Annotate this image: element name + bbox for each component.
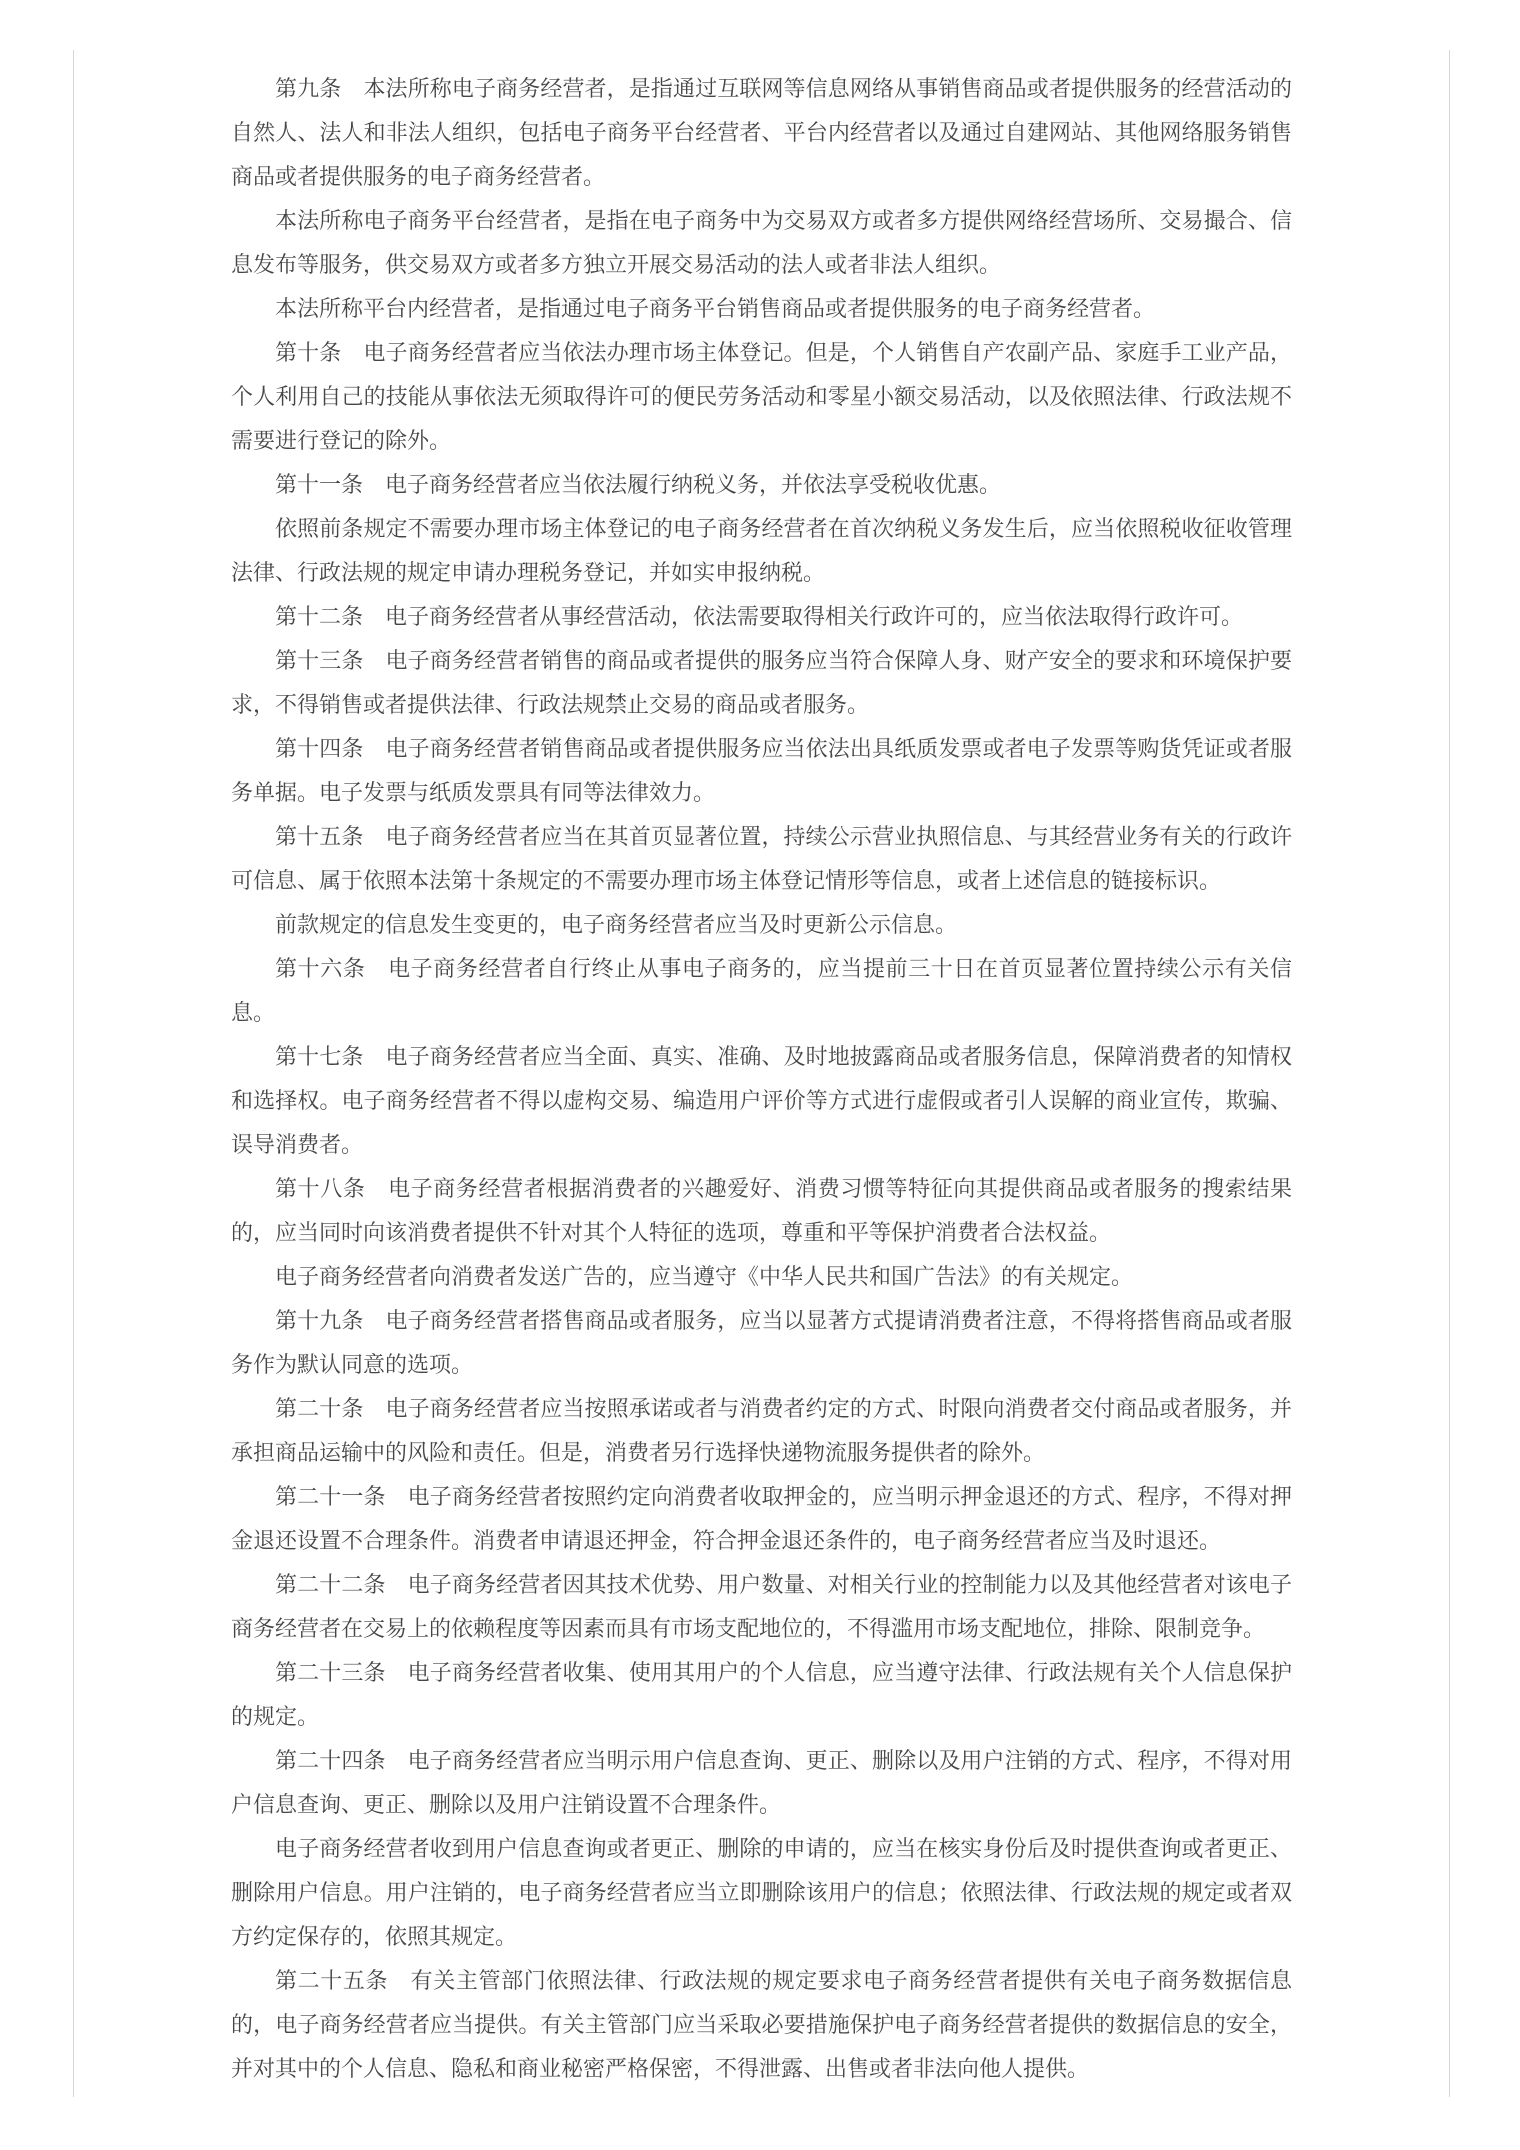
document-content	[74, 50, 1449, 2091]
document-page	[73, 50, 1450, 2097]
paragraph-article-19: 第十九条 电子商务经营者搭售商品或者服务，应当以显著方式提请消费者注意，不得将搭售商品或者服务作为默认同意的选项。	[231, 1308, 1292, 1377]
paragraph-article-25: 第二十五条 有关主管部门依照法律、行政法规的规定要求电子商务经营者提供有关电子商务数据信息的，电子商务经营者应当提供。有关主管部门应当采取必要措施保护电子商务经营者提供的数据信息的安全，并对其中的个人信息、隐私和商业秘密严格保密，不得泄露、出售或者非法向他人提供。	[231, 1968, 1292, 2081]
paragraph-article-17: 第十七条 电子商务经营者应当全面、真实、准确、及时地披露商品或者服务信息，保障消费者的知情权和选择权。电子商务经营者不得以虚构交易、编造用户评价等方式进行虚假或者引人误解的商业宣传，欺骗、误导消费者。	[231, 1044, 1292, 1157]
paragraph-article-20: 第二十条 电子商务经营者应当按照承诺或者与消费者约定的方式、时限向消费者交付商品或者服务，并承担商品运输中的风险和责任。但是，消费者另行选择快递物流服务提供者的除外。	[231, 1396, 1292, 1465]
paragraph-article-9-platform-definition: 本法所称电子商务平台经营者，是指在电子商务中为交易双方或者多方提供网络经营场所、交易撮合、信息发布等服务，供交易双方或者多方独立开展交易活动的法人或者非法人组织。	[231, 208, 1292, 277]
paragraph-article-15-clause-2: 前款规定的信息发生变更的，电子商务经营者应当及时更新公示信息。	[275, 912, 958, 937]
paragraph-article-9-inplatform-definition: 本法所称平台内经营者，是指通过电子商务平台销售商品或者提供服务的电子商务经营者。	[275, 296, 1156, 321]
paragraph-article-12: 第十二条 电子商务经营者从事经营活动，依法需要取得相关行政许可的，应当依法取得行政许可。	[275, 604, 1244, 629]
paragraph-article-24-clause-2: 电子商务经营者收到用户信息查询或者更正、删除的申请的，应当在核实身份后及时提供查询或者更正、删除用户信息。用户注销的，电子商务经营者应当立即删除该用户的信息；依照法律、行政法规的规定或者双方约定保存的，依照其规定。	[231, 1836, 1292, 1949]
paragraph-article-21: 第二十一条 电子商务经营者按照约定向消费者收取押金的，应当明示押金退还的方式、程序，不得对押金退还设置不合理条件。消费者申请退还押金，符合押金退还条件的，电子商务经营者应当及时退还。	[231, 1484, 1292, 1553]
paragraph-article-16: 第十六条 电子商务经营者自行终止从事电子商务的，应当提前三十日在首页显著位置持续公示有关信息。	[231, 956, 1292, 1025]
paragraph-article-22: 第二十二条 电子商务经营者因其技术优势、用户数量、对相关行业的控制能力以及其他经营者对该电子商务经营者在交易上的依赖程度等因素而具有市场支配地位的，不得滥用市场支配地位，排除、限制竞争。	[231, 1572, 1292, 1641]
paragraph-article-11: 第十一条 电子商务经营者应当依法履行纳税义务，并依法享受税收优惠。	[275, 472, 1002, 497]
paragraph-article-18: 第十八条 电子商务经营者根据消费者的兴趣爱好、消费习惯等特征向其提供商品或者服务的搜索结果的，应当同时向该消费者提供不针对其个人特征的选项，尊重和平等保护消费者合法权益。	[231, 1176, 1292, 1245]
paragraph-article-14: 第十四条 电子商务经营者销售商品或者提供服务应当依法出具纸质发票或者电子发票等购货凭证或者服务单据。电子发票与纸质发票具有同等法律效力。	[231, 736, 1292, 805]
paragraph-article-10: 第十条 电子商务经营者应当依法办理市场主体登记。但是，个人销售自产农副产品、家庭手工业产品，个人利用自己的技能从事依法无须取得许可的便民劳务活动和零星小额交易活动，以及依照法律、行政法规不需要进行登记的除外。	[231, 340, 1292, 453]
paragraph-article-9: 第九条 本法所称电子商务经营者，是指通过互联网等信息网络从事销售商品或者提供服务的经营活动的自然人、法人和非法人组织，包括电子商务平台经营者、平台内经营者以及通过自建网站、其他网络服务销售商品或者提供服务的电子商务经营者。	[231, 76, 1292, 189]
paragraph-article-13: 第十三条 电子商务经营者销售的商品或者提供的服务应当符合保障人身、财产安全的要求和环境保护要求，不得销售或者提供法律、行政法规禁止交易的商品或者服务。	[231, 648, 1292, 717]
paragraph-article-23: 第二十三条 电子商务经营者收集、使用其用户的个人信息，应当遵守法律、行政法规有关个人信息保护的规定。	[231, 1660, 1292, 1729]
paragraph-article-18-clause-2: 电子商务经营者向消费者发送广告的，应当遵守《中华人民共和国广告法》的有关规定。	[275, 1264, 1134, 1289]
paragraph-article-11-clause-2: 依照前条规定不需要办理市场主体登记的电子商务经营者在首次纳税义务发生后，应当依照税收征收管理法律、行政法规的规定申请办理税务登记，并如实申报纳税。	[231, 516, 1292, 585]
paragraph-article-15: 第十五条 电子商务经营者应当在其首页显著位置，持续公示营业执照信息、与其经营业务有关的行政许可信息、属于依照本法第十条规定的不需要办理市场主体登记情形等信息，或者上述信息的链接标识。	[231, 824, 1292, 893]
paragraph-article-24: 第二十四条 电子商务经营者应当明示用户信息查询、更正、删除以及用户注销的方式、程序，不得对用户信息查询、更正、删除以及用户注销设置不合理条件。	[231, 1748, 1292, 1817]
